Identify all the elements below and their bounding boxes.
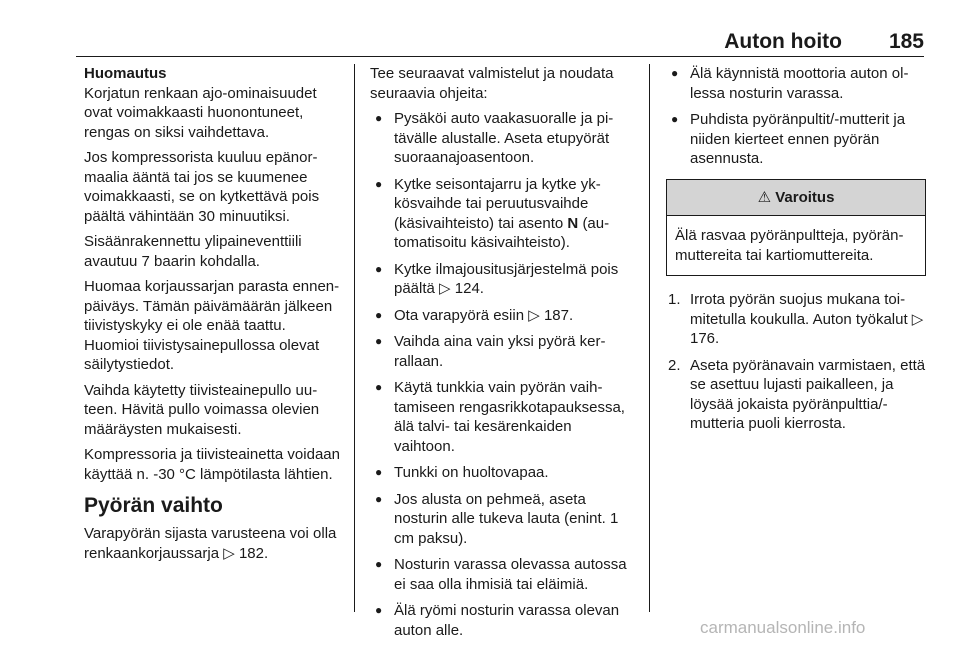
paragraph: Huomaa korjaussarjan parasta ennen-päiväys. Tämän päivämäärän jälkeen tiivistyskyky ei ole enää taattu. Huomioi tiivistysainepullossa olevat säilytystiedot. xyxy=(84,278,340,373)
column-middle xyxy=(370,64,634,647)
step-list xyxy=(666,290,926,434)
paragraph: Vaihda käytetty tiivisteainepullo uuteen. Hävitä pullo voimassa olevien määräysten mukaisesti. xyxy=(84,381,320,438)
header-rule xyxy=(76,56,924,57)
column-right xyxy=(666,64,926,441)
warning-header xyxy=(667,180,925,217)
paragraph: Kompressoria ja tiivisteainetta voidaan käyttää n. -30 °C lämpötilasta lähtien. xyxy=(84,446,340,483)
paragraph: Jos kompressorista kuuluu epänormaalia ääntä tai jos se kuumenee voimakkaasti, se on kytkettävä pois päältä vähintään 30 minuutiksi. xyxy=(84,149,320,225)
list-item: ● Älä käynnistä moottoria auton ollessa nosturin varassa. xyxy=(666,64,926,103)
warning-triangle-icon: ⚠ xyxy=(757,188,772,206)
watermark: carmanualsonline.info xyxy=(700,618,866,637)
column-divider xyxy=(354,64,355,612)
page-reference[interactable]: 182. xyxy=(238,544,269,562)
list-item: ● Ota varapyörä esiin ▷ 187. xyxy=(370,306,634,326)
warning-text: Älä rasvaa pyöränpultteja, pyöränmuttereita tai kartiomuttereita. xyxy=(675,227,904,264)
page-header xyxy=(76,30,924,55)
list-item: ● Käytä tunkkia vain pyörän vaihtamiseen rengasrikkotapauksessa, älä talvi- tai kesärenkaiden vaihtoon. xyxy=(370,378,634,456)
list-item: 2. Aseta pyöränavain varmistaen, että se asettuu lujasti paikalleen, ja löysää jokaista pyöränpulttia/-mutteria puoli kierrosta. xyxy=(668,356,926,432)
triangle-reference-icon: ▷ xyxy=(439,280,451,297)
triangle-reference-icon: ▷ xyxy=(528,306,540,324)
warning-title: Varoitus xyxy=(775,188,835,206)
section-text: Varapyörän sijasta varusteena voi olla renkaankorjaussarja ▷ 182. xyxy=(84,525,337,562)
column-divider xyxy=(649,64,650,612)
list-item: ● Tunkki on huoltovapaa. xyxy=(370,463,634,483)
bullet-list xyxy=(666,64,926,169)
list-item: 1. Irrota pyörän suojus mukana toimitetulla koukulla. Auton työkalut ▷ 176. xyxy=(668,291,924,347)
page-number: 185 xyxy=(888,30,924,53)
page-reference[interactable]: 176. xyxy=(690,330,720,347)
warning-box xyxy=(666,179,926,277)
triangle-reference-icon: ▷ xyxy=(911,310,924,328)
list-item: ● Älä ryömi nosturin varassa olevan auton alle. xyxy=(370,601,634,640)
header-title: Auton hoito xyxy=(724,30,842,53)
page-reference[interactable]: 187. xyxy=(543,306,574,324)
triangle-reference-icon: ▷ xyxy=(223,544,235,562)
column-left xyxy=(84,64,344,569)
list-item: ● Puhdista pyöränpultit/-mutterit ja niiden kierteet ennen pyörän asennusta. xyxy=(666,110,926,169)
paragraph: Sisäänrakennettu ylipaineventtiili avautuu 7 baarin kohdalla. xyxy=(84,233,302,270)
list-item: ● Kytke ilmajousitusjärjestelmä pois päältä ▷ 124. xyxy=(370,260,634,299)
page-reference[interactable]: 124. xyxy=(454,280,484,297)
list-item: ● Jos alusta on pehmeä, aseta nosturin alle tukeva lauta (enint. 1 cm paksu). xyxy=(370,490,634,549)
list-item: ● Nosturin varassa olevassa autossa ei saa olla ihmisiä tai eläimiä. xyxy=(370,555,634,594)
list-item: ● Kytke seisontajarru ja kytke ykkösvaihde tai peruutusvaihde (käsivaihteisto) tai asento N (automatisoitu käsivaihteisto). xyxy=(370,175,634,253)
section-title: Pyörän vaihto xyxy=(84,494,223,517)
note-text: Korjatun renkaan ajo-ominaisuudet ovat voimakkaasti huonontuneet, rengas on siksi vaihdettava. xyxy=(84,84,317,141)
bullet-list xyxy=(370,109,634,640)
note-title: Huomautus xyxy=(84,65,167,82)
intro-text: Tee seuraavat valmistelut ja noudata seuraavia ohjeita: xyxy=(370,65,614,102)
list-item: ● Pysäköi auto vaakasuoralle ja pitävälle alustalle. Aseta etupyörät suoraanajoasentoon. xyxy=(370,109,634,168)
list-item: ● Vaihda aina vain yksi pyörä kerrallaan. xyxy=(370,332,634,371)
